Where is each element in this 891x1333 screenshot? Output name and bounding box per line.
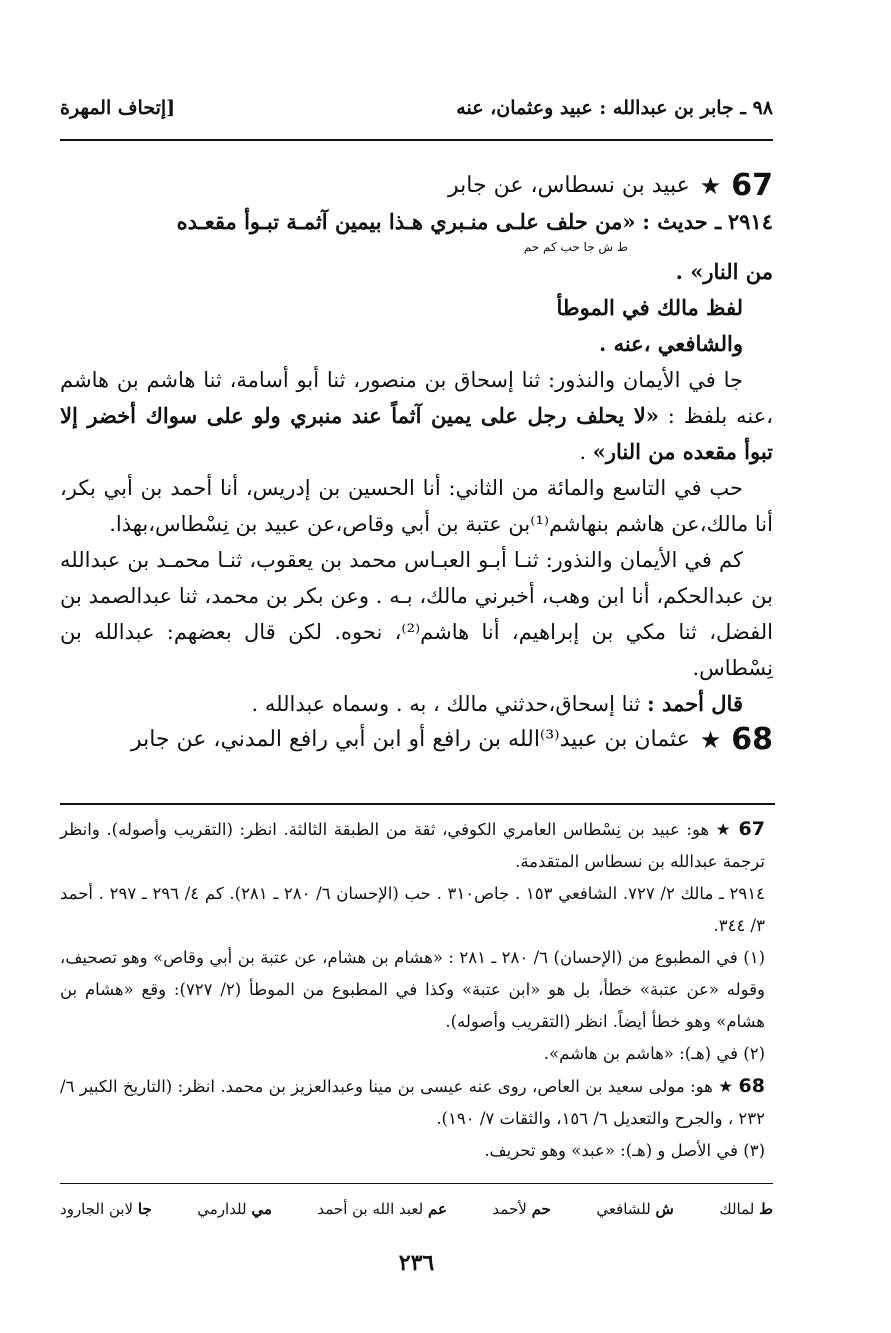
footnote-2914: ٢٩١٤ ـ مالك ٢/ ٧٢٧. الشافعي ١٥٣ . جاص٣١٠ . حب (الإحسان ٦/ ٢٨٠ ـ ٢٨١). كم ٤/ ٢٩٦ ـ ٢٩٧ . أحمد ٣/ ٣٤٤.: [60, 884, 765, 935]
entry-67-heading: [60, 168, 773, 204]
paragraph-ja-text: جا في الأيمان والنذور: ثنا إسحاق بن منصور، ثنا أبو أسامة، ثنا هاشم بن هاشم ،عنه بلفظ :: [60, 368, 774, 428]
entry-number: 68: [731, 722, 773, 757]
header-chapter: ٩٨ ـ جابر بن عبدالله : عبيد وعثمان، عنه: [456, 97, 773, 119]
star-icon: ★: [699, 172, 722, 200]
footnote-3: (٣) في الأصل و (هـ): «عبد» وهو تحريف.: [484, 1141, 765, 1160]
entry-title: عبيد بن نسطاس، عن جابر: [448, 173, 690, 198]
footnote-2: (٢) في (هـ): «هاشم بن هاشم».: [543, 1044, 765, 1063]
running-header: [60, 88, 773, 128]
footnote-1: (١) في المطبوع من (الإحسان) ٦/ ٢٨٠ ـ ٢٨١ : «هشام بن هشام، عن عتبة بن أبي وقاص» وهو تصحيف، وقوله «عن عتبة» خطأ، بل هو «ابن عتبة» وكذا في المطبوع من الموطأ (٢/ ٧٢٧): وقع «هشام بن هشام» وهو خطأ أيضاً. انظر (التقريب وأصوله).: [60, 948, 765, 1031]
hadith-sigla: ط ش جا حب كم حم: [523, 240, 628, 254]
legend-item: جا لابن الجارود: [60, 1200, 152, 1218]
paragraph-ahmad: [60, 686, 773, 722]
book-page: [60, 0, 773, 1333]
footnote-68: [60, 1070, 773, 1135]
hadith-2914: [60, 204, 773, 240]
sigla-legend: [60, 1200, 773, 1218]
legend-item: ش للشافعي: [596, 1200, 674, 1218]
malik-line: لفظ مالك في الموطأ: [556, 295, 743, 320]
hadith-number: ٢٩١٤: [727, 209, 773, 234]
paragraph-ja-end: .: [579, 440, 587, 464]
legend-item: حم لأحمد: [492, 1200, 551, 1218]
legend-item: ط لمالك: [719, 1200, 773, 1218]
header-rule: [60, 139, 773, 141]
main-text: [60, 168, 773, 758]
paragraph-ja-quote: «لا يحلف رجل على يمين آثماً عند منبري ولو على سواك أخضر إلا تبوأ مقعده من النار»: [60, 403, 773, 464]
header-book-title: [إتحاف المهرة: [60, 97, 176, 119]
page-number: ٢٣٦: [398, 1250, 435, 1276]
footnote-number: 68: [738, 1075, 765, 1097]
footnote-rule: [60, 803, 775, 805]
ahmad-label: قال أحمد :: [646, 691, 743, 716]
footnote-text: ★ هو: مولى سعيد بن العاص، روى عنه عيسى بن مينا وعبدالعزيز بن محمد. انظر: (التاريخ الكبير ٦/ ٢٣٢ ، والجرح والتعديل ٦/ ١٥٦، والثقات ٧/ ١٩٠).: [60, 1077, 765, 1128]
entry-68-heading: [60, 722, 773, 758]
paragraph-hb: حب في التاسع والمائة من الثاني: أنا الحسين بن إدريس، أنا أحمد بن أبي بكر، أنا مالك،عن هاشم بنهاشم⁽¹⁾بن عتبة بن أبي وقاص،عن عبيد بن نِسْطاس،بهذا.: [60, 476, 773, 536]
entry-title: عثمان بن عبيد⁽³⁾الله بن رافع أو ابن أبي رافع المدني، عن جابر: [130, 727, 690, 752]
legend-item: عم لعبد الله بن أحمد: [317, 1200, 447, 1218]
hadith-text: «من حلف علـى منـبري هـذا بيمين آثمـة تبـوأ مقعـده: [176, 209, 636, 234]
shafii-line: والشافعي ،عنه .: [598, 331, 743, 356]
hadith-text-end: من النار» .: [675, 259, 773, 284]
paragraph-ja: [60, 362, 773, 470]
footnote-text: ★ هو: عبيد بن نِسْطاس العامري الكوفي، ثقة من الطبقة الثالثة. انظر: (التقريب وأصوله). وانظر ترجمة عبدالله بن نسطاس المتقدمة.: [60, 820, 765, 871]
entry-number: 67: [731, 168, 773, 203]
footnotes: [60, 813, 773, 1167]
paragraph-km: كم في الأيمان والنذور: ثنـا أبـو العبـاس محمد بن يعقوب، ثنـا محمـد بن عبدالله بن عبدالحكم، أنا ابن وهب، أخبرني مالك، بـه . وعن بكر بن محمد، ثنا عبدالصمد بن الفضل، ثنا مكي بن إبراهيم، أنا هاشم⁽²⁾، نحوه. لكن قال بعضهم: عبدالله بن نِسْطاس.: [60, 548, 773, 680]
footnote-67: [60, 813, 773, 878]
star-icon: ★: [699, 726, 722, 754]
footnote-number: 67: [738, 818, 765, 840]
hadith-label: ـ حديث :: [642, 209, 722, 234]
legend-item: مي للدارمي: [197, 1200, 272, 1218]
legend-rule: [60, 1183, 773, 1184]
ahmad-text: ثنا إسحاق،حدثني مالك ، به . وسماه عبدالله .: [251, 692, 641, 716]
